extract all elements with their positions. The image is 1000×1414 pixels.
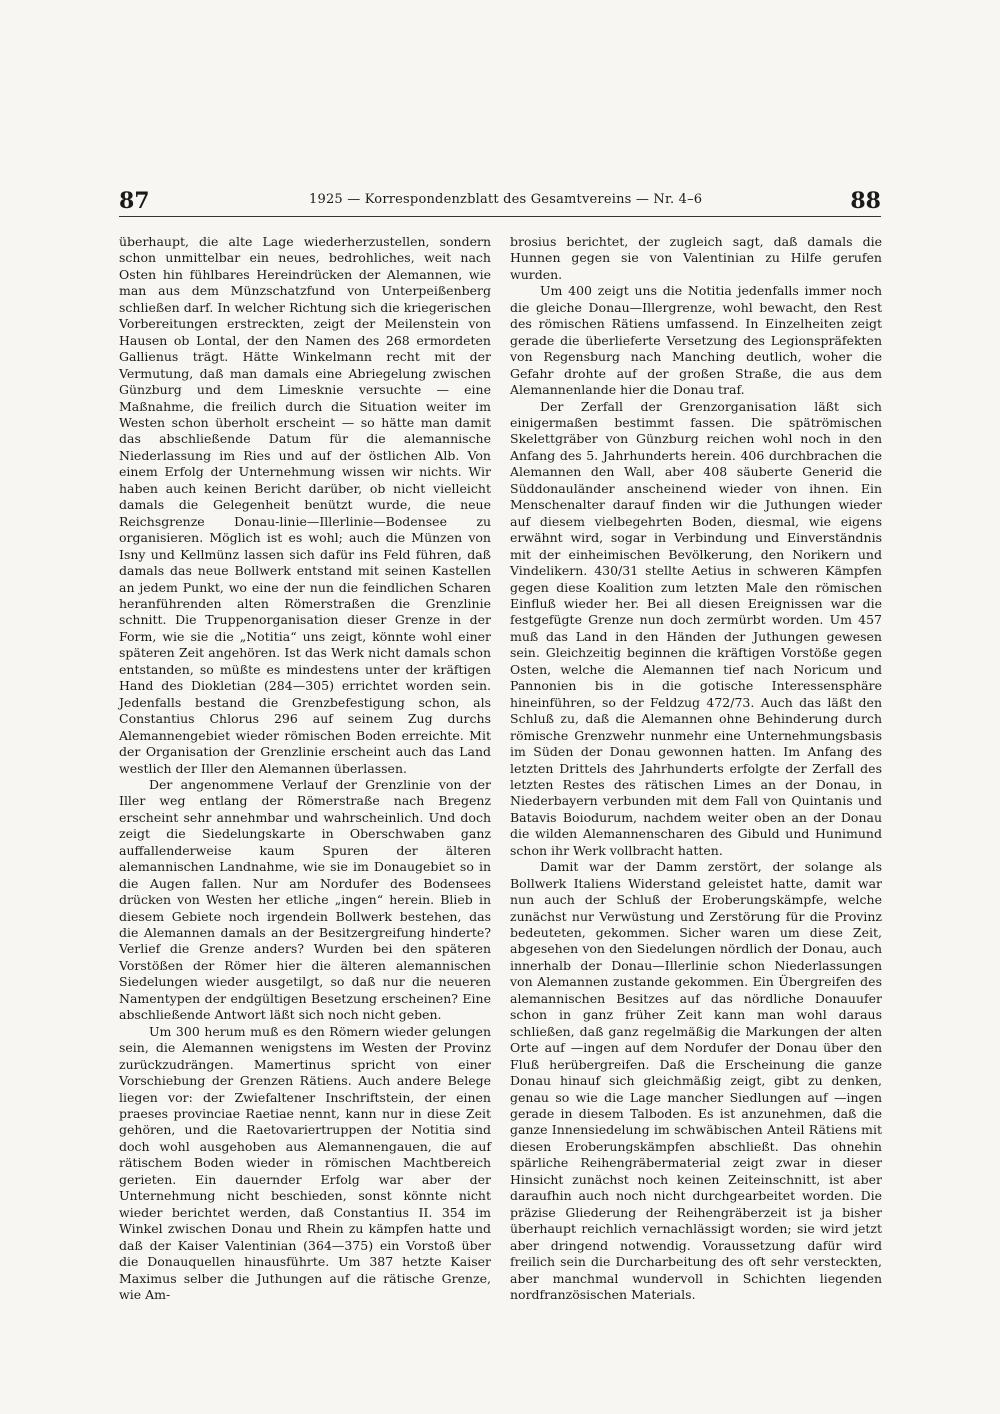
paragraph: überhaupt, die alte Lage wiederherzustellen, sondern schon unmittelbar ein neues, bedrohliches, weit nach Osten hin fühlbares Hereindrücken der Alemannen, wie man aus dem Münzschatzfund von Unterpeißenberg schließen darf. In welcher Richtung sich die kriegerischen Vorbereitungen erstreckten, zeigt der Meilenstein von Hausen ob Lontal, der den Namen des 268 ermordeten Gallienus trägt. Hätte Winkelmann recht mit der Vermutung, daß man damals eine Abriegelung zwischen Günzburg und dem Limesknie versuchte — eine Maßnahme, die freilich durch die Situation weiter im Westen schon überholt erscheint — so hätte man damit das abschließende Datum für die alemannische Niederlassung im Ries und auf der östlichen Alb. Von einem Erfolg der Unternehmung wissen wir nichts. Wir haben auch keinen Bericht darüber, ob nicht vielleicht damals die Gelegenheit benützt wurde, die neue Reichsgrenze Donau-linie—Illerlinie—Bodensee zu organisieren. Möglich ist es wohl; auch die Münzen von Isny und Kellmünz lassen sich dafür ins Feld führen, daß damals das neue Bollwerk entstand mit seinen Kastellen an jedem Punkt, wo eine der nun die feindlichen Scharen heranführenden alten Römerstraßen die Grenzlinie schnitt. Die Truppenorganisation dieser Grenze in der Form, wie sie die „Notitia“ uns zeigt, könnte wohl einer späteren Zeit angehören. Ist das Werk nicht damals schon entstanden, so müßte es mindestens unter der kräftigen Hand des Diokletian (284—305) errichtet worden sein. Jedenfalls bestand die Grenzbefestigung schon, als Constantius Chlorus 296 auf seinem Zug durchs Alemannengebiet wieder römischen Boden erreichte. Mit der Organisation der Grenzlinie erscheint auch das Land westlich der Iller den Alemannen überlassen. xyxy=(119,234,491,776)
page-header xyxy=(119,188,881,214)
page-number-right: 88 xyxy=(850,188,881,214)
paragraph: Um 400 zeigt uns die Notitia jedenfalls immer noch die gleiche Donau—Illergrenze, wohl bewacht, den Rest des römischen Rätiens umfassend. In Einzelheiten zeigt gerade die überlieferte Versetzung des Legionspräfekten von Regensburg nach Manching deutlich, woher die Gefahr drohte auf der großen Straße, die aus dem Alemannenlande hier die Donau traf. xyxy=(510,283,882,398)
paragraph: brosius berichtet, der zugleich sagt, daß damals die Hunnen gegen sie von Valentinian zu Hilfe gerufen wurden. xyxy=(510,234,882,282)
paragraph: Der angenommene Verlauf der Grenzlinie von der Iller weg entlang der Römerstraße nach Bregenz erscheint sehr annehmbar und wahrscheinlich. Und doch zeigt die Siedelungskarte in Oberschwaben ganz auffallenderweise kaum Spuren der älteren alemannischen Landnahme, wie sie im Donaugebiet so in die Augen fallen. Nur am Nordufer des Bodensees drücken von Westen her etliche „ingen“ herein. Blieb in diesem Gebiete noch irgendein Bollwerk bestehen, das die Alemannen damals an der Besitzergreifung hinderte? Verlief die Grenze anders? Wurden bei den späteren Vorstößen der Römer hier die älteren alemannischen Siedelungen wieder ausgetilgt, so daß nur die neueren Namentypen der endgültigen Besetzung erscheinen? Eine abschließende Antwort läßt sich noch nicht geben. xyxy=(119,776,491,1023)
left-column xyxy=(119,234,491,1303)
paragraph: Der Zerfall der Grenzorganisation läßt sich einigermaßen bestimmt fassen. Die spätrömischen Skelettgräber von Günzburg reichen wohl noch in den Anfang des 5. Jahrhunderts herein. 406 durchbrachen die Alemannen den Wall, aber 408 säuberte Generid die Süddonauländer anscheinend wieder von ihnen. Ein Menschenalter darauf finden wir die Juthungen wieder auf diesem vielbegehrten Boden, diesmal, wie eigens erwähnt wird, sogar in Verbindung und Einverständnis mit der einheimischen Bevölkerung, den Norikern und Vindelikern. 430/31 stellte Aetius in schweren Kämpfen gegen diese Koalition zum letzten Male den römischen Einfluß wieder her. Bei all diesen Ereignissen war die festgefügte Grenze nun doch zermürbt worden. Um 457 muß das Land in den Händen der Juthungen gewesen sein. Gleichzeitig beginnen die kräftigen Vorstöße gegen Osten, welche die Alemannen tief nach Noricum und Pannonien bis in die gotische Interessensphäre hineinführen, so der Feldzug 472/73. Auch das läßt den Schluß zu, daß die Alemannen ohne Behinderung durch römische Grenzwehr nunmehr eine Unternehmungsbasis im Süden der Donau gewonnen hatten. Im Anfang des letzten Drittels des Jahrhunderts erfolgte der Zerfall des letzten Restes des rätischen Limes an der Donau, in Niederbayern verbunden mit dem Fall von Quintanis und Batavis Boiodurum, nachdem weiter oben an der Donau die wilden Alemannenscharen des Gibuld und Hunimund schon ihr Werk vollbracht hatten. xyxy=(510,398,882,858)
right-column xyxy=(510,234,882,1303)
header-rule xyxy=(119,216,881,217)
paragraph: Um 300 herum muß es den Römern wieder gelungen sein, die Alemannen wenigstens im Westen der Provinz zurückzudrängen. Mamertinus spricht von einer Vorschiebung der Grenzen Rätiens. Auch andere Belege liegen vor: der Zwiefaltener Inschriftstein, der einen praeses provinciae Raetiae nennt, kann nur in diese Zeit gehören, und die Raetovariertruppen der Notitia sind doch wohl ausgehoben aus Alemannengauen, die auf rätischem Boden wieder in römischen Machtbereich gerieten. Ein dauernder Erfolg war aber der Unternehmung nicht beschieden, sonst könnte nicht wieder berichtet werden, daß Constantius II. 354 im Winkel zwischen Donau und Rhein zu kämpfen hatte und daß der Kaiser Valentinian (364—375) ein Vorstoß über die Donauquellen hinausführte. Um 387 hetzte Kaiser Maximus selber die Juthungen auf die rätische Grenze, wie Am- xyxy=(119,1023,491,1302)
paragraph: Damit war der Damm zerstört, der solange als Bollwerk Italiens Widerstand geleistet hatte, damit war nun auch der Schluß der Eroberungskämpfe, welche zunächst nur Verwüstung und Zerstörung für die Provinz bedeuteten, gekommen. Sicher waren um diese Zeit, abgesehen von den Siedelungen nördlich der Donau, auch innerhalb der Donau—Illerlinie schon Niederlassungen von Alemannen zustande gekommen. Ein Übergreifen des alemannischen Besitzes auf das nördliche Donauufer schon in ganz früher Zeit kann man wohl daraus schließen, daß ganz regelmäßig die Markungen der alten Orte auf —ingen auf dem Nordufer der Donau über den Fluß herübergreifen. Daß die Erscheinung die ganze Donau hinauf sich gleichmäßig zeigt, gibt zu denken, genau so wie die Lage mancher Siedlungen auf —ingen gerade in diesem Talboden. Es ist anzunehmen, daß die ganze Innensiedelung im schwäbischen Anteil Rätiens mit diesen Eroberungskämpfen abschließt. Das ohnehin spärliche Reihengräbermaterial zeigt zwar in dieser Hinsicht zunächst noch keinen Zeiteinschnitt, ist aber daraufhin auch noch nicht durchgearbeitet worden. Die präzise Gliederung der Reihengräberzeit ist ja bisher überhaupt reichlich vernachlässigt worden; sie wird jetzt aber dringend notwendig. Voraussetzung dafür wird freilich sein die Durcharbeitung des oft sehr versteckten, aber manchmal wundervoll in Schichten liegenden nordfranzösischen Materials. xyxy=(510,859,882,1302)
running-title: 1925 — Korrespondenzblatt des Gesamtvereins — Nr. 4–6 xyxy=(309,192,703,207)
page-number-left: 87 xyxy=(119,188,150,214)
